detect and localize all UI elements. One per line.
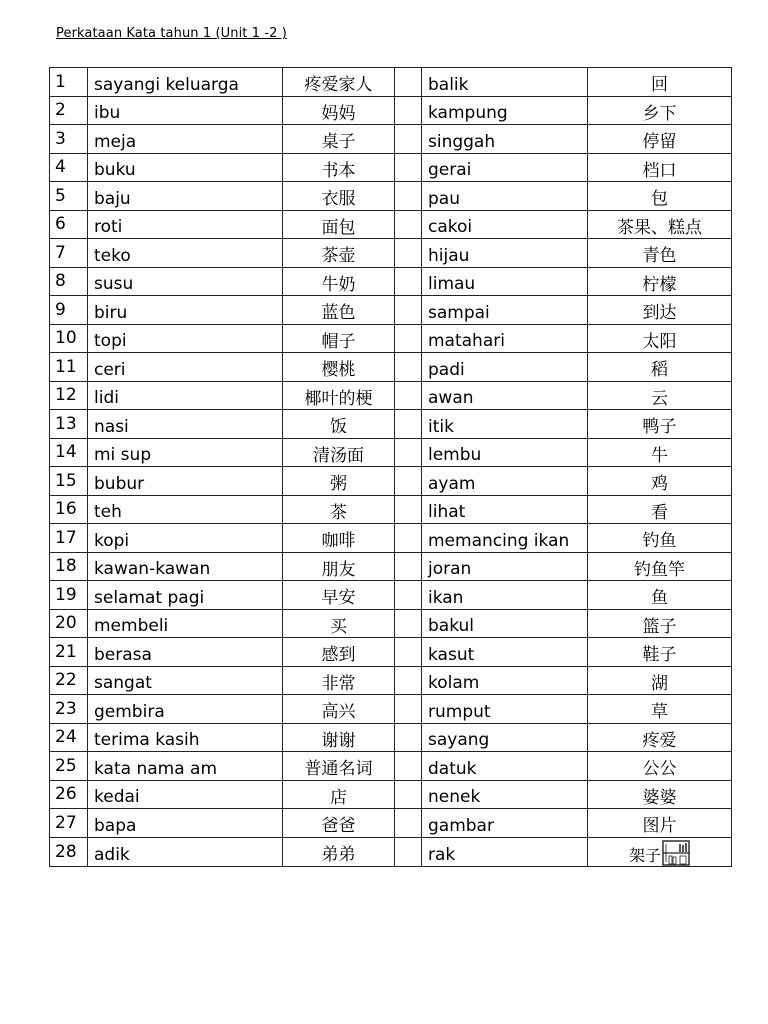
malay-word: selamat pagi	[88, 581, 283, 610]
chinese-translation: 蓝色	[283, 296, 395, 325]
chinese-translation: 疼爱	[588, 723, 732, 752]
spacer-cell	[395, 324, 422, 353]
chinese-translation: 清汤面	[283, 438, 395, 467]
chinese-translation: 帽子	[283, 324, 395, 353]
malay-word: sampai	[422, 296, 588, 325]
table-row	[50, 296, 732, 325]
malay-word: ibu	[88, 96, 283, 125]
spacer-cell	[395, 125, 422, 154]
chinese-translation: 婆婆	[588, 780, 732, 809]
malay-word: kedai	[88, 780, 283, 809]
chinese-translation: 谢谢	[283, 723, 395, 752]
malay-word: biru	[88, 296, 283, 325]
chinese-translation: 回	[588, 68, 732, 97]
spacer-cell	[395, 552, 422, 581]
spacer-cell	[395, 267, 422, 296]
spacer-cell	[395, 296, 422, 325]
malay-word: itik	[422, 410, 588, 439]
spacer-cell	[395, 752, 422, 781]
spacer-cell	[395, 581, 422, 610]
row-number: 28	[50, 837, 88, 866]
chinese-translation: 弟弟	[283, 837, 395, 866]
malay-word: kawan-kawan	[88, 552, 283, 581]
chinese-translation: 非常	[283, 666, 395, 695]
table-row	[50, 780, 732, 809]
malay-word: nasi	[88, 410, 283, 439]
malay-word: gembira	[88, 695, 283, 724]
table-row	[50, 353, 732, 382]
chinese-translation: 咖啡	[283, 524, 395, 553]
malay-word: ikan	[422, 581, 588, 610]
vocabulary-table-body	[50, 68, 732, 867]
spacer-cell	[395, 524, 422, 553]
table-row	[50, 68, 732, 97]
table-row	[50, 210, 732, 239]
table-row	[50, 467, 732, 496]
spacer-cell	[395, 495, 422, 524]
malay-word: kata nama am	[88, 752, 283, 781]
malay-word: berasa	[88, 638, 283, 667]
spacer-cell	[395, 153, 422, 182]
row-number: 14	[50, 438, 88, 467]
spacer-cell	[395, 210, 422, 239]
table-row	[50, 267, 732, 296]
chinese-translation: 鸡	[588, 467, 732, 496]
malay-word: meja	[88, 125, 283, 154]
chinese-translation: 椰叶的梗	[283, 381, 395, 410]
malay-word: ceri	[88, 353, 283, 382]
spacer-cell	[395, 837, 422, 866]
malay-word: memancing ikan	[422, 524, 588, 553]
shelf-translation	[629, 840, 690, 866]
malay-word: teh	[88, 495, 283, 524]
malay-word: terima kasih	[88, 723, 283, 752]
row-number: 18	[50, 552, 88, 581]
chinese-translation	[588, 837, 732, 866]
spacer-cell	[395, 438, 422, 467]
row-number: 24	[50, 723, 88, 752]
malay-word: nenek	[422, 780, 588, 809]
spacer-cell	[395, 638, 422, 667]
chinese-translation: 钓鱼竿	[588, 552, 732, 581]
row-number: 19	[50, 581, 88, 610]
spacer-cell	[395, 68, 422, 97]
row-number: 3	[50, 125, 88, 154]
chinese-translation: 茶	[283, 495, 395, 524]
spacer-cell	[395, 410, 422, 439]
malay-word: pau	[422, 182, 588, 211]
row-number: 7	[50, 239, 88, 268]
table-row	[50, 695, 732, 724]
chinese-translation: 茶壶	[283, 239, 395, 268]
malay-word: singgah	[422, 125, 588, 154]
row-number: 16	[50, 495, 88, 524]
chinese-translation: 樱桃	[283, 353, 395, 382]
row-number: 26	[50, 780, 88, 809]
chinese-translation: 茶果、糕点	[588, 210, 732, 239]
table-row	[50, 809, 732, 838]
malay-word: limau	[422, 267, 588, 296]
malay-word: topi	[88, 324, 283, 353]
row-number: 1	[50, 68, 88, 97]
row-number: 12	[50, 381, 88, 410]
chinese-translation: 早安	[283, 581, 395, 610]
chinese-translation: 乡下	[588, 96, 732, 125]
table-row	[50, 552, 732, 581]
row-number: 10	[50, 324, 88, 353]
chinese-translation: 草	[588, 695, 732, 724]
row-number: 25	[50, 752, 88, 781]
chinese-translation: 钓鱼	[588, 524, 732, 553]
table-row	[50, 182, 732, 211]
table-row	[50, 609, 732, 638]
malay-word: lihat	[422, 495, 588, 524]
chinese-translation: 看	[588, 495, 732, 524]
malay-word: adik	[88, 837, 283, 866]
chinese-translation: 稻	[588, 353, 732, 382]
malay-word: mi sup	[88, 438, 283, 467]
spacer-cell	[395, 809, 422, 838]
malay-word: lidi	[88, 381, 283, 410]
row-number: 13	[50, 410, 88, 439]
malay-word: balik	[422, 68, 588, 97]
malay-word: rak	[422, 837, 588, 866]
chinese-translation: 饭	[283, 410, 395, 439]
chinese-translation: 鱼	[588, 581, 732, 610]
table-row	[50, 125, 732, 154]
chinese-translation: 书本	[283, 153, 395, 182]
chinese-translation: 柠檬	[588, 267, 732, 296]
row-number: 4	[50, 153, 88, 182]
chinese-translation: 朋友	[283, 552, 395, 581]
row-number: 11	[50, 353, 88, 382]
chinese-translation: 到达	[588, 296, 732, 325]
spacer-cell	[395, 695, 422, 724]
spacer-cell	[395, 239, 422, 268]
vocabulary-table	[49, 67, 732, 867]
chinese-translation: 妈妈	[283, 96, 395, 125]
malay-word: bubur	[88, 467, 283, 496]
table-row	[50, 239, 732, 268]
row-number: 21	[50, 638, 88, 667]
malay-word: kolam	[422, 666, 588, 695]
table-row	[50, 438, 732, 467]
spacer-cell	[395, 381, 422, 410]
table-row	[50, 638, 732, 667]
row-number: 9	[50, 296, 88, 325]
row-number: 8	[50, 267, 88, 296]
chinese-translation: 高兴	[283, 695, 395, 724]
spacer-cell	[395, 96, 422, 125]
chinese-translation: 店	[283, 780, 395, 809]
row-number: 27	[50, 809, 88, 838]
malay-word: sangat	[88, 666, 283, 695]
table-row	[50, 581, 732, 610]
chinese-translation: 鞋子	[588, 638, 732, 667]
malay-word: baju	[88, 182, 283, 211]
bookshelf-icon	[662, 840, 690, 866]
row-number: 2	[50, 96, 88, 125]
malay-word: membeli	[88, 609, 283, 638]
malay-word: awan	[422, 381, 588, 410]
malay-word: kasut	[422, 638, 588, 667]
chinese-translation: 太阳	[588, 324, 732, 353]
chinese-translation: 湖	[588, 666, 732, 695]
table-row	[50, 153, 732, 182]
table-row	[50, 752, 732, 781]
shelf-label: 架子	[628, 845, 661, 865]
row-number: 6	[50, 210, 88, 239]
malay-word: kampung	[422, 96, 588, 125]
chinese-translation: 面包	[283, 210, 395, 239]
table-row	[50, 495, 732, 524]
chinese-translation: 衣服	[283, 182, 395, 211]
table-row	[50, 381, 732, 410]
malay-word: bakul	[422, 609, 588, 638]
malay-word: matahari	[422, 324, 588, 353]
table-row	[50, 324, 732, 353]
chinese-translation: 牛奶	[283, 267, 395, 296]
chinese-translation: 牛	[588, 438, 732, 467]
chinese-translation: 公公	[588, 752, 732, 781]
chinese-translation: 图片	[588, 809, 732, 838]
malay-word: joran	[422, 552, 588, 581]
row-number: 22	[50, 666, 88, 695]
spacer-cell	[395, 666, 422, 695]
malay-word: ayam	[422, 467, 588, 496]
table-row	[50, 666, 732, 695]
table-row	[50, 723, 732, 752]
chinese-translation: 买	[283, 609, 395, 638]
chinese-translation: 疼爱家人	[283, 68, 395, 97]
malay-word: sayang	[422, 723, 588, 752]
spacer-cell	[395, 609, 422, 638]
malay-word: gambar	[422, 809, 588, 838]
chinese-translation: 桌子	[283, 125, 395, 154]
chinese-translation: 感到	[283, 638, 395, 667]
malay-word: buku	[88, 153, 283, 182]
row-number: 15	[50, 467, 88, 496]
table-row	[50, 837, 732, 866]
row-number: 20	[50, 609, 88, 638]
malay-word: datuk	[422, 752, 588, 781]
spacer-cell	[395, 467, 422, 496]
spacer-cell	[395, 723, 422, 752]
chinese-translation: 鸭子	[588, 410, 732, 439]
malay-word: hijau	[422, 239, 588, 268]
malay-word: lembu	[422, 438, 588, 467]
chinese-translation: 停留	[588, 125, 732, 154]
row-number: 23	[50, 695, 88, 724]
spacer-cell	[395, 353, 422, 382]
table-row	[50, 96, 732, 125]
chinese-translation: 档口	[588, 153, 732, 182]
malay-word: bapa	[88, 809, 283, 838]
spacer-cell	[395, 182, 422, 211]
malay-word: teko	[88, 239, 283, 268]
malay-word: roti	[88, 210, 283, 239]
table-row	[50, 524, 732, 553]
document-title: Perkataan Kata tahun 1 (Unit 1 -2 )	[56, 26, 287, 41]
malay-word: gerai	[422, 153, 588, 182]
malay-word: susu	[88, 267, 283, 296]
chinese-translation: 爸爸	[283, 809, 395, 838]
row-number: 17	[50, 524, 88, 553]
chinese-translation: 篮子	[588, 609, 732, 638]
chinese-translation: 包	[588, 182, 732, 211]
malay-word: sayangi keluarga	[88, 68, 283, 97]
chinese-translation: 粥	[283, 467, 395, 496]
malay-word: kopi	[88, 524, 283, 553]
chinese-translation: 青色	[588, 239, 732, 268]
table-row	[50, 410, 732, 439]
spacer-cell	[395, 780, 422, 809]
chinese-translation: 云	[588, 381, 732, 410]
malay-word: cakoi	[422, 210, 588, 239]
chinese-translation: 普通名词	[283, 752, 395, 781]
row-number: 5	[50, 182, 88, 211]
malay-word: padi	[422, 353, 588, 382]
malay-word: rumput	[422, 695, 588, 724]
